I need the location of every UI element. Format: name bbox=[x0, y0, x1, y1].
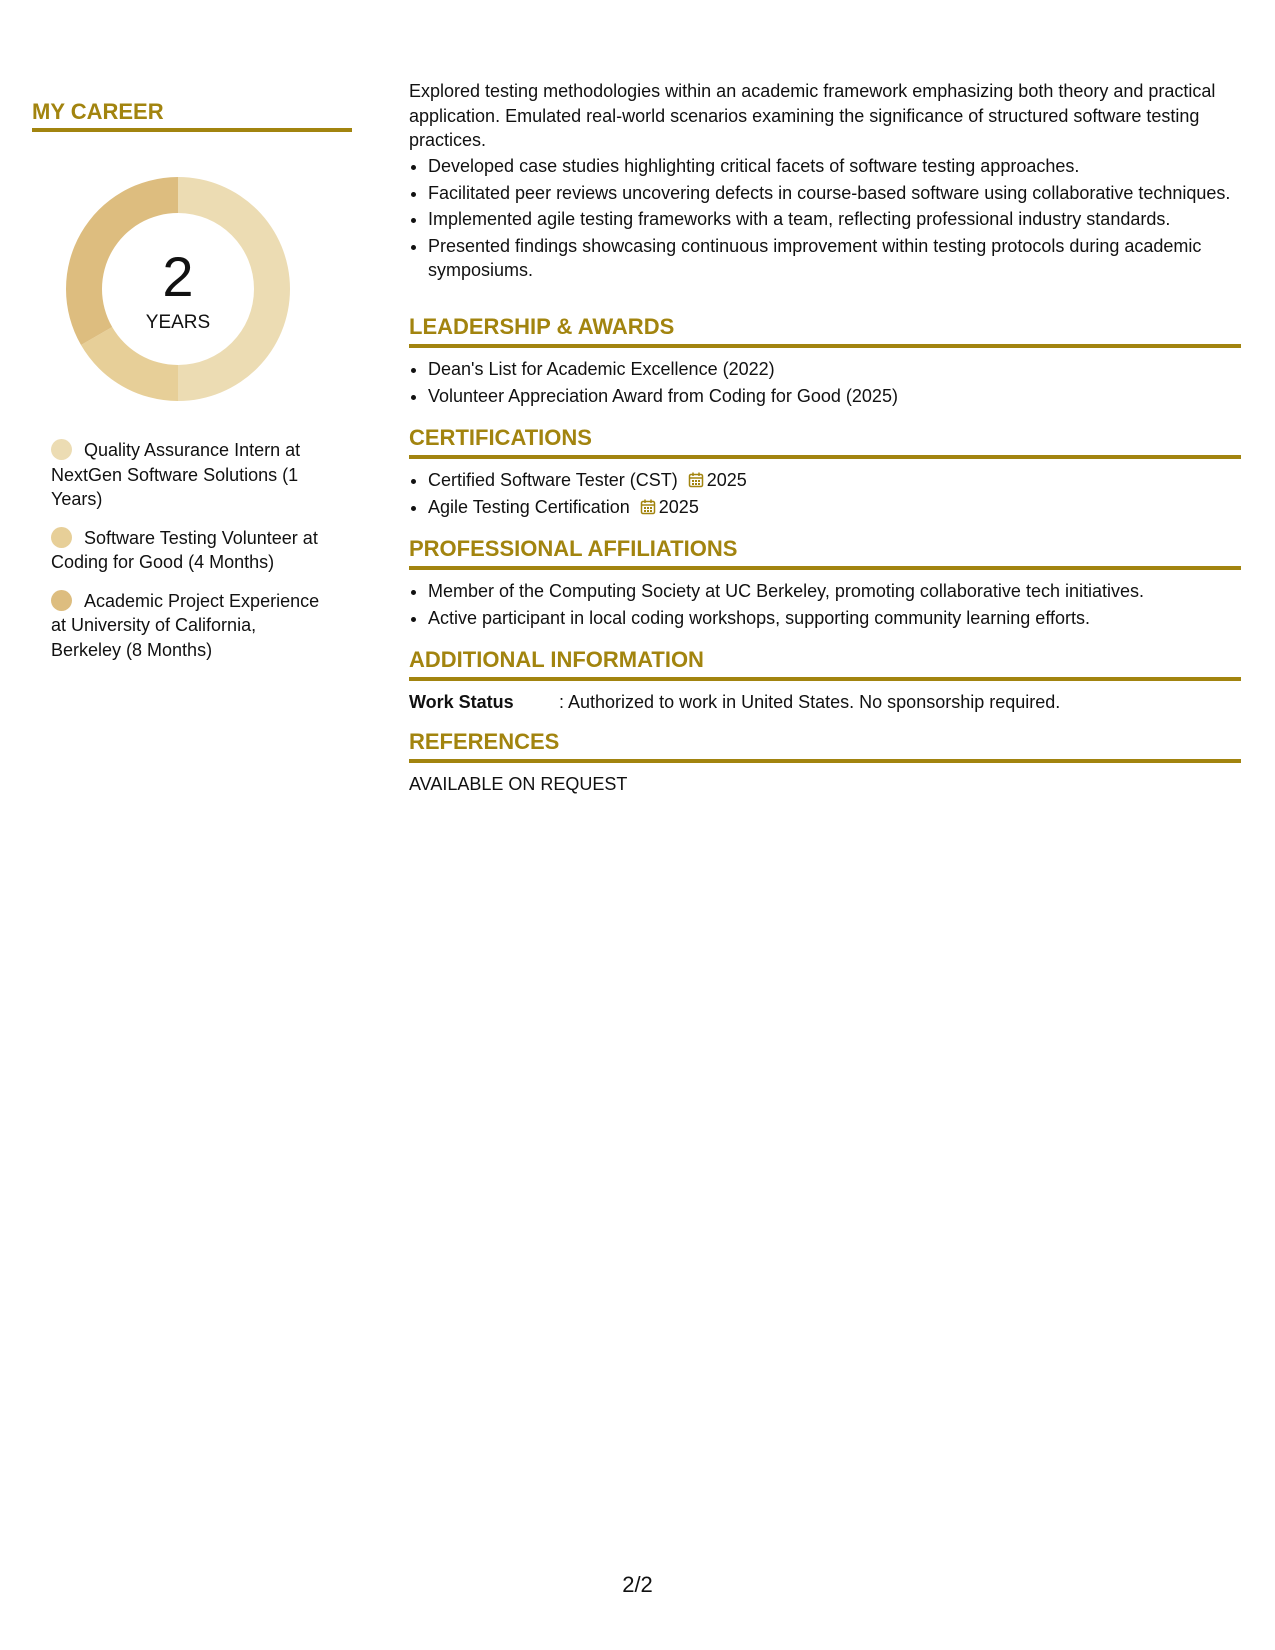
affiliations-heading: PROFESSIONAL AFFILIATIONS bbox=[409, 536, 1241, 570]
list-item: • Implemented agile testing frameworks with a team, reflecting professional industry standards. bbox=[428, 207, 1260, 232]
certification-year: 2025 bbox=[706, 470, 747, 490]
references-heading: REFERENCES bbox=[409, 729, 1241, 763]
list-item: • Active participant in local coding workshops, supporting community learning efforts. bbox=[428, 606, 1241, 631]
certification-year: 2025 bbox=[658, 497, 699, 517]
legend-label: Software Testing Volunteer at Coding for Good (4 Months) bbox=[51, 527, 318, 572]
references-section bbox=[409, 729, 1241, 796]
career-total-value: 2 bbox=[162, 245, 194, 308]
experience-description: Explored testing methodologies within an academic framework emphasizing both theory and practical application. Emulated real-world scenarios examining the significance of structured software testing practices. bbox=[409, 81, 1216, 150]
additional-section bbox=[409, 647, 1241, 714]
legend-label: Quality Assurance Intern at NextGen Software Solutions (1 Years) bbox=[51, 440, 301, 509]
career-legend bbox=[51, 438, 321, 676]
legend-dot-icon bbox=[51, 439, 72, 460]
work-status-row bbox=[409, 690, 1241, 714]
list-item: • Developed case studies highlighting critical facets of software testing approaches. bbox=[428, 154, 1260, 179]
legend-dot-icon bbox=[51, 590, 72, 611]
legend-dot-icon bbox=[51, 527, 72, 548]
certifications-heading: CERTIFICATIONS bbox=[409, 425, 1241, 459]
list-item: • Dean's List for Academic Excellence (2022) bbox=[428, 357, 1241, 382]
legend-item bbox=[51, 589, 321, 663]
donut-segment bbox=[81, 327, 178, 401]
certification-item bbox=[428, 495, 1241, 520]
page-number: 2/2 bbox=[622, 1572, 653, 1597]
list-item: • Volunteer Appreciation Award from Coding for Good (2025) bbox=[428, 384, 1241, 409]
legend-item bbox=[51, 526, 321, 575]
legend-item bbox=[51, 438, 321, 512]
legend-label: Academic Project Experience at University of California, Berkeley (8 Months) bbox=[51, 590, 320, 660]
additional-heading: ADDITIONAL INFORMATION bbox=[409, 647, 1241, 681]
list-item: • Member of the Computing Society at UC Berkeley, promoting collaborative tech initiatives. bbox=[428, 579, 1241, 604]
work-status-value: : Authorized to work in United States. No sponsorship required. bbox=[559, 692, 1061, 712]
certification-name: Agile Testing Certification bbox=[428, 497, 630, 517]
certification-item bbox=[428, 468, 1241, 493]
certification-name: Certified Software Tester (CST) bbox=[428, 470, 678, 490]
leadership-heading: LEADERSHIP & AWARDS bbox=[409, 314, 1241, 348]
references-text: AVAILABLE ON REQUEST bbox=[409, 774, 628, 794]
list-item: • Presented findings showcasing continuous improvement within testing protocols during academic symposiums. bbox=[428, 234, 1260, 283]
leadership-section bbox=[409, 314, 1241, 411]
career-total-unit: YEARS bbox=[145, 312, 211, 333]
calendar-icon bbox=[688, 472, 704, 488]
work-status-label: Work Status bbox=[409, 692, 514, 712]
calendar-icon bbox=[640, 499, 656, 515]
experience-bullets bbox=[409, 154, 1260, 285]
list-item: • Facilitated peer reviews uncovering defects in course-based software using collaborative techniques. bbox=[428, 181, 1260, 206]
certifications-section bbox=[409, 425, 1241, 522]
career-heading: MY CAREER bbox=[32, 99, 352, 132]
affiliations-section bbox=[409, 536, 1241, 633]
